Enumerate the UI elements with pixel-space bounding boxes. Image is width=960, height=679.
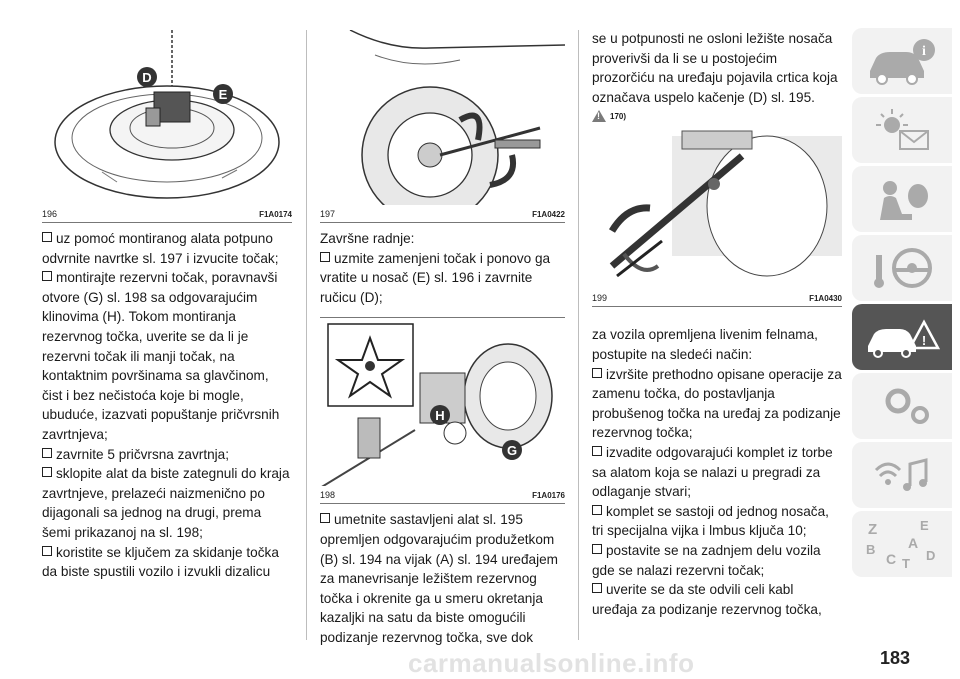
callout-e [213, 84, 233, 104]
callout-g [502, 440, 522, 460]
svg-text:D: D [926, 548, 936, 563]
bullet-icon [320, 252, 330, 262]
airbag-seat-icon [862, 174, 942, 224]
svg-text:D: D [142, 70, 152, 85]
bullet-icon [42, 546, 52, 556]
index-letters-icon [862, 516, 942, 572]
list-item: izvršite prethodno opisane operacije za zamenu točka, do postavljanja probušenog točka na uređaj za podizanje rezervnog točka; [592, 366, 842, 441]
tab-lights-warning[interactable] [852, 97, 952, 163]
svg-text:i: i [922, 44, 926, 59]
car-info-icon [862, 36, 942, 86]
list-item: uverite se da ste odvili celi kabl uređaja za podizanje rezervnog točka, [592, 582, 822, 617]
paragraph: montirajte rezervni točak, poravnavši otvore (G) sl. 198 sa odgovarajućim klinovima (H). Tokom montiranja rezervnog točka, uverite se da li je rezervni točak ili manji točak, na kontaktnim površinama sa glavčinom, čist i bez nečistoća koje bi mogle, ubuduće, izazvati popuštanje pričvrsnih zavrtnjeva; [42, 270, 280, 442]
column-1 [42, 0, 292, 582]
figure-code: F1A0176 [532, 491, 565, 501]
section-subheading: za vozila opremljena livenim felnama, postupite na sledeći način: [592, 327, 818, 362]
paragraph: se u potpunosti ne osloni ležište nosača proverivši da li se u postojećim prozorčiću na uređaju pojavila crtica koja označava uspelo kačenje (D) sl. 195. [592, 31, 838, 105]
bullet-icon [42, 448, 52, 458]
lights-warning-icon [862, 105, 942, 155]
figure-197 [320, 30, 565, 223]
callout-d [137, 67, 157, 87]
column-divider [306, 30, 307, 640]
bullet-icon [592, 505, 602, 515]
column-2 [320, 0, 565, 648]
figure-196 [42, 30, 292, 223]
chapter-tabs [852, 28, 952, 580]
figure-199-illustration [592, 126, 842, 289]
paragraph: zavrnite 5 pričvrsna zavrtnja; [42, 445, 292, 465]
watermark: carmanualsonline.info [408, 648, 695, 678]
callout-h [430, 405, 450, 425]
car-emergency-icon [862, 312, 942, 362]
tab-multimedia[interactable] [852, 442, 952, 508]
warning-reference: ! 170) [592, 108, 842, 124]
bullet-icon [42, 271, 52, 281]
column-3 [592, 0, 842, 619]
svg-text:E: E [218, 87, 228, 102]
service-tools-icon [862, 381, 942, 431]
figure-number: 197 [320, 209, 336, 219]
tab-car-info[interactable] [852, 28, 952, 94]
figure-number: 196 [42, 209, 58, 219]
svg-text:H: H [435, 408, 445, 424]
tab-steering-wheel[interactable] [852, 235, 952, 301]
svg-text:B: B [866, 542, 876, 557]
page-number: 183 [880, 648, 911, 668]
warning-triangle-icon [592, 110, 606, 122]
bullet-icon [42, 232, 52, 242]
tab-airbag-seat[interactable] [852, 166, 952, 232]
svg-text:Z: Z [868, 521, 878, 538]
figure-number: 198 [320, 490, 336, 501]
section-heading: Završne radnje: [320, 231, 415, 246]
paragraph: sklopite alat da biste zategnuli do kraja zavrtnjeve, prelazeći naizmenično po dijagonali sa jednog na drugi, prema šemi prikazanoj na sl. 198; [42, 466, 290, 540]
bullet-icon [592, 368, 602, 378]
figure-198-illustration [320, 318, 565, 486]
column-divider [578, 30, 579, 640]
figure-197-illustration [320, 30, 565, 205]
multimedia-icon [862, 450, 942, 500]
figure-196-illustration [42, 30, 292, 205]
svg-text:C: C [886, 551, 897, 567]
paragraph: umetnite sastavljeni alat sl. 195 opremljen odgovarajućim produžetkom (B) sl. 194 na vijak (A) sl. 194 uređajem za manevrisanje ležištem rezervnog točka i okrenite ga u smeru okretanja kazaljki na satu da biste omogućili podizanje rezervnog točka, sve dok [320, 512, 558, 645]
svg-text:E: E [920, 518, 929, 533]
figure-number: 199 [592, 293, 608, 304]
figure-code: F1A0430 [809, 294, 842, 304]
bullet-icon [320, 513, 330, 523]
bullet-icon [592, 446, 602, 456]
list-item: izvadite odgovarajući komplet iz torbe sa alatom koja se nalazi u pregradi za odlaganje stvari; [592, 444, 833, 500]
svg-text:G: G [506, 443, 518, 459]
steering-wheel-icon [862, 243, 942, 293]
tab-car-emergency[interactable] [852, 304, 952, 370]
paragraph: koristite se ključem za skidanje točka da biste spustili vozilo i izvukli dizalicu [42, 544, 279, 580]
list-item: komplet se sastoji od jednog nosača, tri specijalna vijka i lmbus ključa 10; [592, 503, 829, 539]
figure-199 [592, 126, 842, 307]
list-item: postavite se na zadnjem delu vozila gde se nalazi rezervni točak; [592, 542, 821, 578]
paragraph: uz pomoć montiranog alata potpuno odvrnite navrtke sl. 197 i izvucite točak; [42, 231, 279, 266]
svg-text:T: T [902, 556, 910, 571]
figure-198 [320, 317, 565, 504]
bullet-icon [592, 544, 602, 554]
bullet-icon [42, 467, 52, 477]
svg-text:!: ! [921, 333, 927, 348]
bullet-icon [592, 583, 602, 593]
tab-service-tools[interactable] [852, 373, 952, 439]
figure-code: F1A0422 [532, 210, 565, 219]
svg-text:A: A [908, 535, 919, 551]
figure-code: F1A0174 [259, 210, 292, 219]
paragraph: uzmite zamenjeni točak i ponovo ga vratite u nosač (E) sl. 196 i zavrnite ručicu (D); [320, 250, 551, 305]
tab-index[interactable] [852, 511, 952, 577]
